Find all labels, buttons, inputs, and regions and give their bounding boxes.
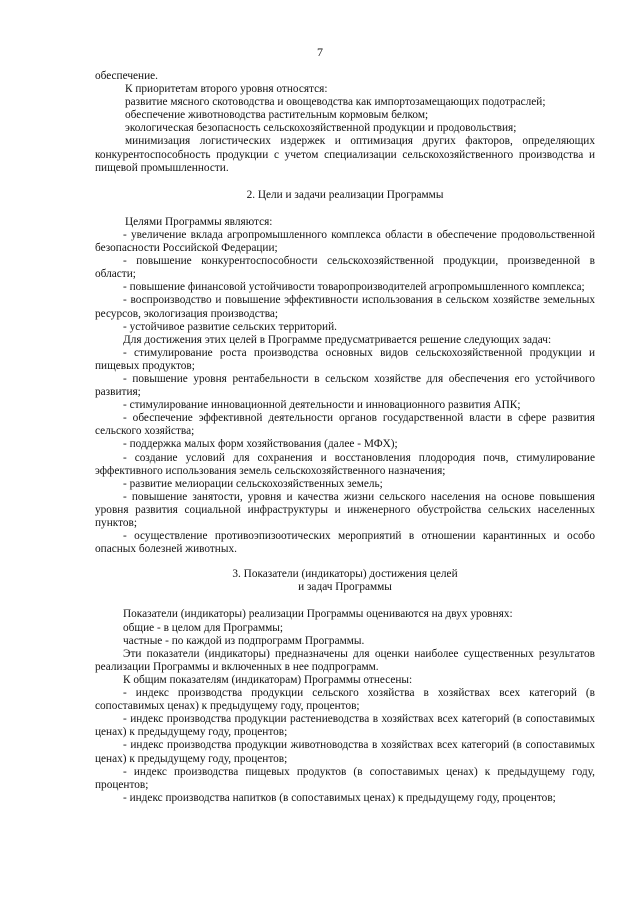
task-item: - обеспечение эффективной деятельности органов государственной власти в сфере развития сельского хозяйства; [95, 412, 595, 438]
section-3-title-line-2: и задач Программы [298, 581, 392, 594]
task-item: - повышение занятости, уровня и качества жизни сельского населения на основе повышения уровня развития социальной инфраструктуры и инженерного обустройства сельских населенных пунктов; [95, 490, 595, 529]
indicators-general: общие - в целом для Программы; [123, 621, 284, 634]
goals-lead: Целями Программы являются: [125, 215, 273, 228]
tasks-lead: Для достижения этих целей в Программе предусматривается решение следующих задач: [123, 333, 552, 346]
section-3-title [95, 568, 595, 594]
section-3-title-line-1: 3. Показатели (индикаторы) достижения целей [232, 568, 458, 581]
priority-item: экологическая безопасность сельскохозяйственной продукции и продовольствия; [125, 122, 517, 135]
task-item: - повышение уровня рентабельности в сельском хозяйстве для обеспечения его устойчивого развития; [95, 372, 595, 399]
priority-item: обеспечение животноводства растительным кормовым белком; [125, 109, 429, 122]
goal-item: - устойчивое развитие сельских территорий. [123, 320, 337, 333]
task-item: - осуществление противоэпизоотических мероприятий в отношении карантинных и особо опасных болезней животных. [95, 530, 595, 556]
goal-item: - повышение финансовой устойчивости товаропроизводителей агропромышленного комплекса; [123, 281, 585, 294]
indicators-intro: Показатели (индикаторы) реализации Программы оцениваются на двух уровнях: [123, 608, 513, 621]
indicator-item: - индекс производства продукции сельского хозяйства в хозяйствах всех категорий (в сопоставимых ценах) к предыдущему году, процентов; [95, 687, 595, 713]
continuation-text: обеспечение. [95, 70, 158, 82]
goal-item: - увеличение вклада агропромышленного комплекса области в обеспечение продовольственной безопасности Российской Федерации; [95, 228, 595, 255]
section-2-title: 2. Цели и задачи реализации Программы [246, 188, 444, 201]
page-number: 7 [317, 45, 323, 59]
task-item: - создание условий для сохранения и восстановления плодородия почв, стимулирование эффективного использования земель сельскохозяйственного назначения; [95, 451, 595, 477]
indicators-purpose: Эти показатели (индикаторы) предназначены для оценки наиболее существенных результатов реализации Программы и включенных в нее подпрограмм. [95, 647, 595, 673]
goal-item: - повышение конкурентоспособности сельскохозяйственной продукции, произведенной в области; [95, 255, 595, 281]
second-level-lead: К приоритетам второго уровня относятся: [125, 83, 328, 96]
indicator-item: - индекс производства продукции растениеводства в хозяйствах всех категорий (в сопоставимых ценах) к предыдущему году, процентов; [95, 713, 595, 739]
indicators-specific: частные - по каждой из подпрограмм Программы. [123, 634, 365, 647]
task-item: - стимулирование роста производства основных видов сельскохозяйственной продукции и пищевых продуктов; [95, 346, 595, 372]
goal-item: - воспроизводство и повышение эффективности использования в сельском хозяйстве земельных ресурсов, экологизация производства; [95, 294, 595, 320]
indicator-item: - индекс производства продукции животноводства в хозяйствах всех категорий (в сопоставимых ценах) к предыдущему году, процентов; [95, 739, 595, 765]
task-item: - развитие мелиорации сельскохозяйственных земель; [123, 477, 383, 490]
indicator-item: - индекс производства напитков (в сопоставимых ценах) к предыдущему году, процентов; [123, 791, 556, 804]
document-body [95, 70, 595, 805]
task-item: - поддержка малых форм хозяйствования (далее - МФХ); [123, 438, 398, 451]
indicator-item: - индекс производства пищевых продуктов (в сопоставимых ценах) к предыдущему году, процентов; [95, 765, 595, 791]
general-indicators-lead: К общим показателям (индикаторам) Программы отнесены: [123, 673, 413, 686]
task-item: - стимулирование инновационной деятельности и инновационного развития АПК; [123, 399, 521, 412]
priority-item: минимизация логистических издержек и оптимизация других факторов, определяющих конкурентоспособность продукции с учетом специализации сельскохозяйственного производства и пищевой промышленности. [95, 135, 595, 174]
priority-item: развитие мясного скотоводства и овощеводства как импортозамещающих подотраслей; [125, 96, 546, 109]
